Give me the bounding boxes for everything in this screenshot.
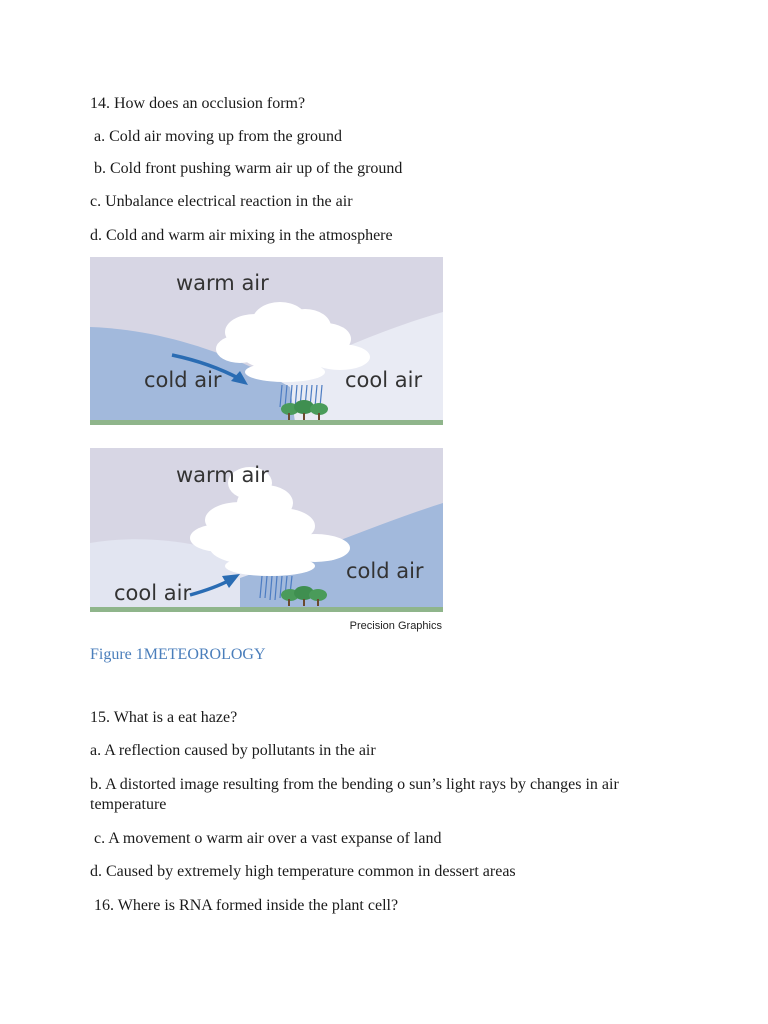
question-16: 16. Where is RNA formed inside the plant cell?	[94, 897, 399, 914]
q14-option-b: b. Cold front pushing warm air up of the ground	[94, 160, 403, 177]
ground-strip	[90, 420, 443, 425]
cold-air-label: cold air	[144, 368, 222, 392]
figure-caption: Figure 1METEOROLOGY	[90, 646, 266, 663]
occlusion-figure-bottom	[90, 448, 443, 634]
q15-option-a: a. A reflection caused by pollutants in the air	[90, 742, 376, 759]
cool-air-label: cool air	[345, 368, 423, 392]
warm-air-label: warm air	[176, 271, 269, 295]
cold-air-label: cold air	[346, 559, 424, 583]
question-15: 15. What is a eat haze?	[90, 709, 238, 726]
q14-option-a: a. Cold air moving up from the ground	[94, 128, 342, 145]
occlusion-diagram-bottom	[90, 448, 443, 634]
q15-option-b: b. A distorted image resulting from the bending o sun’s light rays by changes in air temperature	[90, 776, 619, 813]
question-14: 14. How does an occlusion form?	[90, 95, 306, 112]
cool-air-label: cool air	[114, 581, 192, 605]
q14-option-c: c. Unbalance electrical reaction in the air	[90, 193, 353, 210]
image-credit: Precision Graphics	[349, 620, 442, 632]
ground-strip	[90, 607, 443, 612]
q15-option-d: d. Caused by extremely high temperature common in dessert areas	[90, 863, 516, 880]
occlusion-figure-top	[90, 257, 443, 425]
occlusion-diagram-top	[90, 257, 443, 425]
warm-air-label: warm air	[176, 463, 269, 487]
q15-option-c: c. A movement o warm air over a vast expanse of land	[94, 830, 442, 847]
q14-option-d: d. Cold and warm air mixing in the atmosphere	[90, 227, 393, 244]
